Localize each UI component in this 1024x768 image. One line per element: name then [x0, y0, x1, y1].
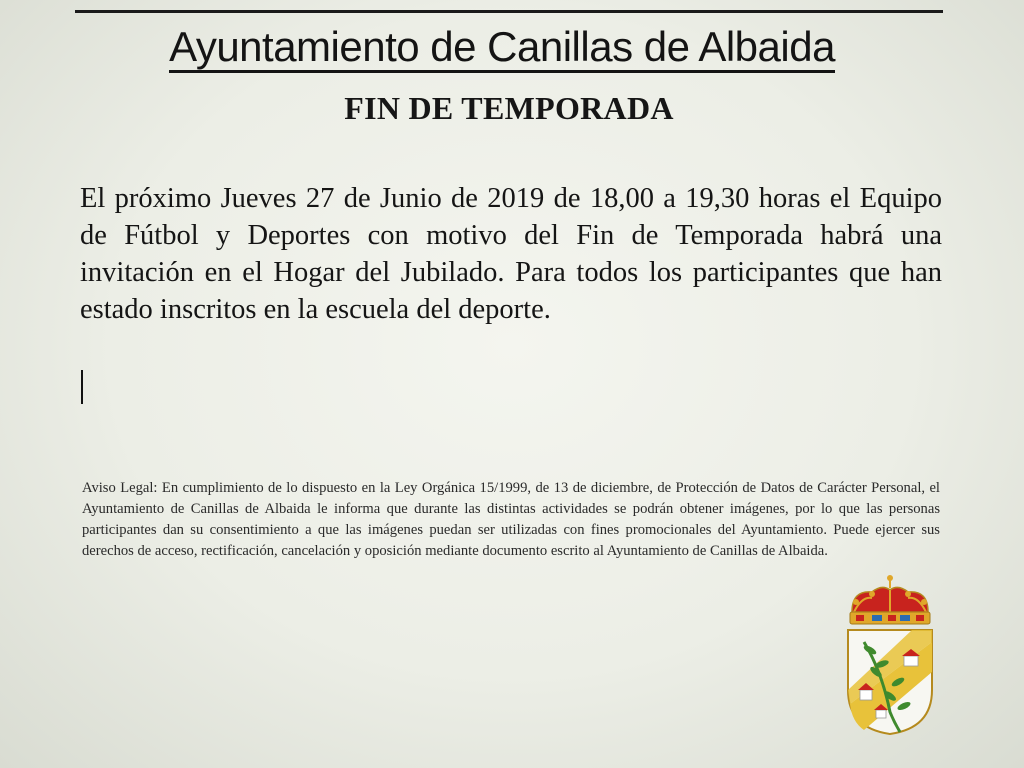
announcement-paragraph: El próximo Jueves 27 de Junio de 2019 de 18,00 a 19,30 horas el Equipo de Fútbol y Deportes con motivo del Fin de Temporada habrá una invitación en el Hogar del Jubilado. Para todos los participantes que han estado inscritos en la escuela del deporte.	[80, 183, 942, 325]
crown-icon	[850, 575, 930, 624]
organization-title	[0, 22, 1004, 72]
legal-notice: Aviso Legal: En cumplimiento de lo dispuesto en la Ley Orgánica 15/1999, de 13 de diciembre, de Protección de Datos de Carácter Personal, el Ayuntamiento de Canillas de Albaida le informa que durante las distintas actividades se podrán obtener imágenes, por lo que las personas participantes dan su consentimiento a que las imágenes puedan ser utilizadas con fines promocionales del Ayuntamiento. Puede ejercer sus derechos de acceso, rectificación, cancelación y oposición mediante documento escrito al Ayuntamiento de Canillas de Albaida.	[82, 480, 940, 559]
text-cursor	[81, 370, 83, 404]
municipal-coat-of-arms-icon	[842, 572, 938, 738]
organization-title-text: Ayuntamiento de Canillas de Albaida	[169, 23, 835, 73]
shield-icon	[848, 630, 932, 734]
document-title: FIN DE TEMPORADA	[344, 90, 674, 126]
top-rule	[75, 10, 943, 13]
